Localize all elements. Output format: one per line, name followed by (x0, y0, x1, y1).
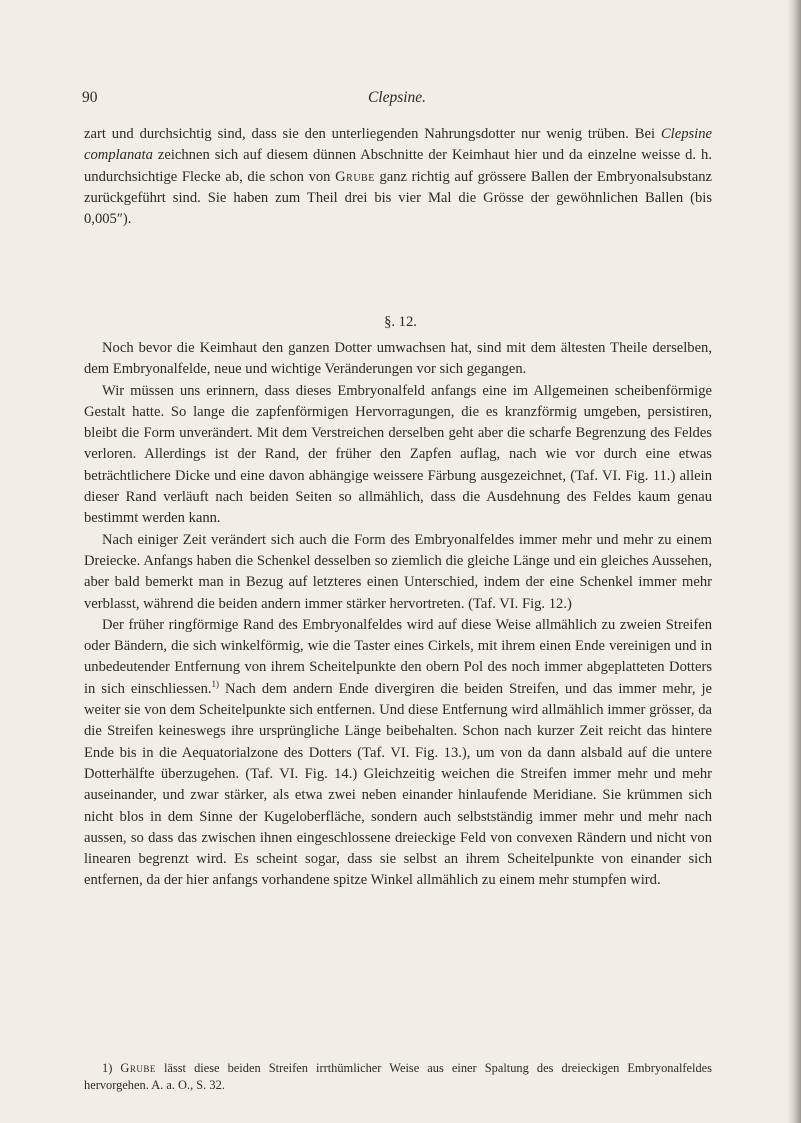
author-name: Grube (335, 168, 375, 185)
section-heading: §. 12. (384, 314, 417, 330)
footnote-mark: 1) (102, 1061, 113, 1075)
page-edge-shadow (787, 0, 801, 1123)
species-name: Clepsine complanata (84, 126, 712, 164)
footnote-author: Grube (120, 1061, 156, 1075)
footnote (84, 1060, 712, 1094)
footnote-reference[interactable]: 1) (211, 678, 220, 689)
running-title: Clepsine. (367, 89, 427, 106)
paragraph-1: zart und durchsichtig sind, dass sie den unterliegenden Nahrungsdotter nur wenig trüben. Bei Clepsine complanata zeichnen sich auf diesem dünnen Abschnitte der Keimhaut hier und da einzelne weisse d. h. undurchsichtige Flecke ab, die schon von Grube ganz richtig auf grössere Ballen der Embryonalsubstanz zurückgeführt sind. Sie haben zum Theil drei bis vier Mal die Grösse der gewöhnlichen Ballen (bis 0,005″). (84, 126, 712, 228)
page-header (82, 89, 712, 111)
section-body (84, 338, 712, 892)
paragraph-4: Nach einiger Zeit verändert sich auch die Form des Embryonalfeldes immer mehr und mehr zu einem Dreiecke. Anfangs haben die Schenkel desselben so ziemlich die gleiche Länge und ein gleiches Aussehen, aber bald bemerkt man in Bezug auf letzteres einen Unterschied, indem der eine Schenkel immer mehr verblasst, während die beiden andern immer stärker hervortreten. (Taf. VI. Fig. 12.) (84, 531, 712, 612)
paragraph-3: Wir müssen uns erinnern, dass dieses Embryonalfeld anfangs eine im Allgemeinen scheibenförmige Gestalt hatte. So lange die zapfenförmigen Hervorragungen, die es kranzförmig umgeben, persistiren, bleibt die Form unverändert. Mit dem Verstreichen derselben geht aber die scharfe Begrenzung des Feldes verloren. Allerdings ist der Rand, der früher den Zapfen auflag, nach wie vor durch eine etwas beträchtlichere Dicke und eine davon abhängige weissere Färbung ausgezeichnet, (Taf. VI. Fig. 11.) allein dieser Rand verläuft nach beiden Seiten so allmählich, dass die Ausdehnung des Feldes kaum genau bestimmt werden kann. (84, 382, 712, 527)
paragraph-5: Der früher ringförmige Rand des Embryonalfeldes wird auf diese Weise allmählich zu zweien Streifen oder Bändern, die sich winkelförmig, wie die Taster eines Cirkels, mit ihrem einen Ende vereinigen und in unbedeutender Entfernung von ihrem Scheitelpunkte den obern Pol des noch immer abgeplatteten Dotters in sich einschliessen.$^{1)}$ Nach dem andern Ende divergiren die beiden Streifen, und das immer mehr, je weiter sie von dem Scheitelpunkte sich entfernen. Und diese Entfernung wird allmählich immer grösser, da die Streifen keineswegs ihre ursprüngliche Länge beibehalten. Schon nach kurzer Zeit reicht das hintere Ende bis in die Aequatorialzone des Dotters (Taf. VI. Fig. 13.), um von da dann alsbald auf die untere Dotterhälfte überzugehen. (Taf. VI. Fig. 14.) Gleichzeitig weichen die Streifen immer mehr und mehr auseinander, und zwar stärker, als etwa zwei neben einander hinlaufende Meridiane. Sie krümmen sich nicht blos in dem Sinne der Kugeloberfläche, sondern auch selbstständig immer mehr und mehr nach aussen, so dass das zwischen ihnen eingeschlossene dreieckige Feld von convexen Rändern und nicht von linearen begrenzt wird. Es scheint sogar, dass sie selbst an ihrem Scheitelpunkte von einander sich entfernen, da der hier anfangs vorhandene spitze Winkel allmählich zu einem mehr stumpfen wird. (84, 616, 713, 889)
footnote-text: 1) Grube lässt diese beiden Streifen irrthümlicher Weise aus einer Spaltung des dreieckigen Embryonalfeldes hervorgehen. A. a. O., S. 32. (84, 1061, 712, 1092)
paragraph-2: Noch bevor die Keimhaut den ganzen Dotter umwachsen hat, sind mit dem ältesten Theile derselben, dem Embryonalfelde, neue und wichtige Veränderungen vor sich gegangen. (84, 340, 712, 378)
page-number: 90 (82, 89, 98, 106)
opening-paragraph (84, 124, 712, 230)
